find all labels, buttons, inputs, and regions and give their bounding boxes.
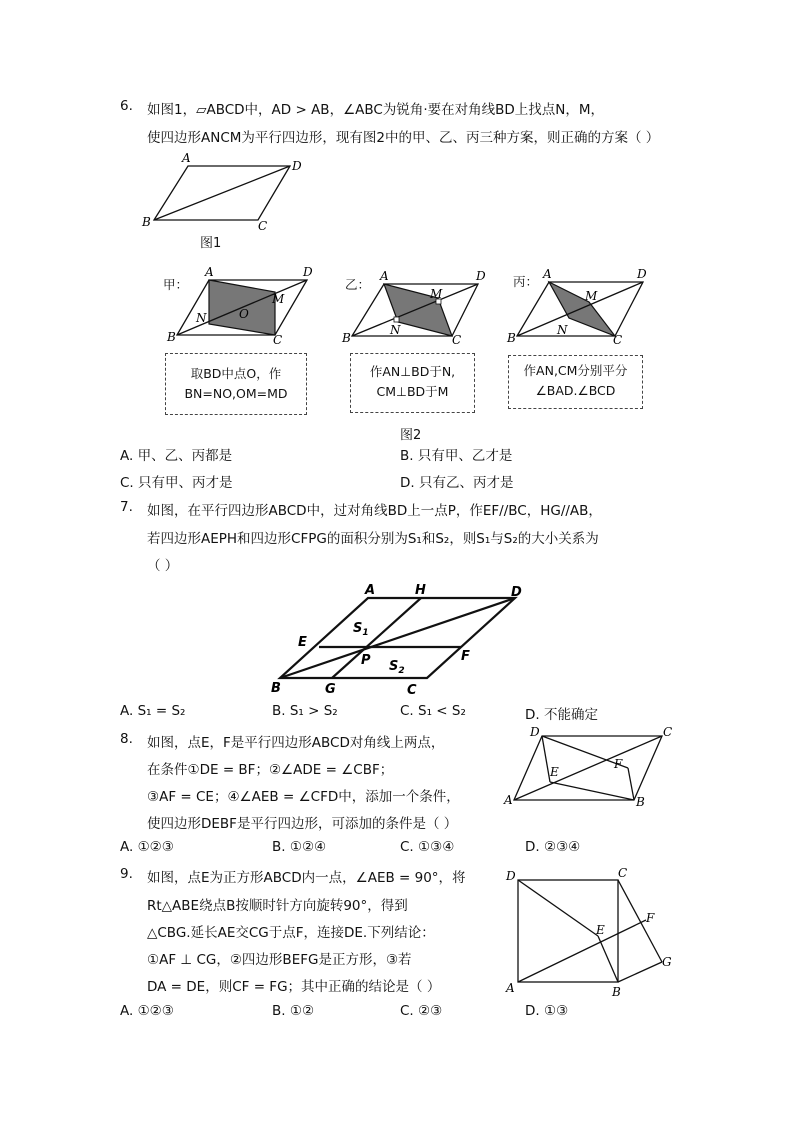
svg-text:B: B (167, 330, 176, 344)
svg-text:B: B (342, 331, 351, 345)
bing-box-line2: ∠BAD.∠BCD (535, 383, 616, 398)
svg-text:H: H (415, 583, 426, 598)
q7-line2: 若四边形AEPH和四边形CFPG的面积分别为S₁和S₂，则S₁与S₂的大小关系为 (147, 531, 599, 547)
q7-option-b[interactable]: B. S₁ > S₂ (272, 703, 338, 719)
q6-option-a[interactable]: A. 甲、乙、丙都是 (120, 448, 233, 464)
q9-number: 9. (120, 866, 133, 882)
q7-option-a[interactable]: A. S₁ = S₂ (120, 703, 186, 719)
q7-number: 7. (120, 499, 133, 515)
jia-box (165, 353, 307, 415)
q6-option-d[interactable]: D. 只有乙、丙才是 (400, 475, 514, 491)
q9-line3: △CBG.延长AE交CG于点F，连接DE.下列结论： (147, 925, 435, 941)
svg-text:D: D (637, 267, 647, 281)
q8-option-a[interactable]: A. ①②③ (120, 839, 174, 855)
jia-box-line1: 取BD中点O，作 (190, 366, 282, 381)
svg-text:F: F (614, 757, 623, 771)
q7-line3: （ ） (147, 558, 179, 574)
bing-box-line1: 作AN,CM分别平分 (523, 363, 628, 378)
svg-text:C: C (273, 333, 283, 346)
q9-option-b[interactable]: B. ①② (272, 1003, 315, 1019)
q8-line3: ③AF = CE；④∠AEB = ∠CFD中，添加一个条件， (147, 789, 460, 805)
fig1-caption: 图1 (200, 236, 222, 251)
q8-line2: 在条件①DE = BF；②∠ADE = ∠CBF； (147, 762, 394, 778)
svg-text:S2: $S_2$ (389, 659, 405, 676)
fig1-label-c: C (258, 219, 268, 233)
svg-text:M: M (430, 287, 443, 301)
q7-figure (265, 580, 535, 700)
q8-option-c[interactable]: C. ①③④ (400, 839, 455, 855)
q9-line5: DA = DE，则CF = FG；其中正确的结论是（ ） (147, 979, 441, 995)
q8-figure (500, 722, 680, 812)
svg-text:C: C (613, 333, 623, 346)
svg-text:S1: $S_1$ (353, 621, 369, 638)
svg-text:G: G (325, 682, 336, 697)
svg-text:A: A (205, 265, 214, 279)
q9-line1: 如图，点E为正方形ABCD内一点，∠AEB = 90°，将 (147, 870, 466, 886)
svg-text:M: M (272, 292, 285, 306)
svg-text:A: A (365, 583, 376, 598)
svg-text:C: C (407, 683, 417, 698)
q9-option-d[interactable]: D. ①③ (525, 1003, 569, 1019)
svg-text:C: C (663, 725, 673, 739)
q6-line2: 使四边形ANCM为平行四边形，现有图2中的甲、乙、丙三种方案，则正确的方案（ ） (147, 130, 660, 146)
q7-option-c[interactable]: C. S₁ < S₂ (400, 703, 466, 719)
fig1-label-d: D (292, 159, 302, 173)
q9-option-a[interactable]: A. ①②③ (120, 1003, 174, 1019)
svg-text:A: A (504, 793, 513, 807)
svg-text:D: D (511, 585, 522, 600)
svg-text:B: B (271, 681, 281, 696)
svg-text:B: B (507, 331, 516, 345)
svg-text:N: N (557, 323, 568, 337)
q8-option-b[interactable]: B. ①②④ (272, 839, 327, 855)
svg-text:C: C (618, 866, 628, 880)
fig1-label-a: A (182, 151, 191, 165)
jia-title: 甲： (163, 277, 189, 292)
svg-text:M: M (585, 289, 598, 303)
yi-box-line2: CM⊥BD于M (376, 384, 449, 399)
svg-text:P: P (361, 653, 371, 668)
svg-text:A: A (380, 269, 389, 283)
svg-text:G: G (662, 955, 672, 969)
q8-line1: 如图，点E，F是平行四边形ABCD对角线上两点， (147, 735, 445, 751)
bing-box (508, 355, 643, 409)
svg-text:O: O (239, 307, 249, 321)
svg-text:N: N (390, 323, 401, 337)
q9-line2: Rt△ABE绕点B按顺时针方向旋转90°，得到 (147, 898, 408, 914)
q6-option-b[interactable]: B. 只有甲、乙才是 (400, 448, 513, 464)
svg-text:F: F (461, 649, 470, 664)
q6-line1: 如图1，▱ABCD中，AD > AB，∠ABC为锐角·要在对角线BD上找点N，M， (147, 102, 605, 118)
q7-option-d[interactable]: D. 不能确定 (525, 707, 598, 723)
svg-text:F: F (646, 911, 655, 925)
svg-text:E: E (298, 635, 307, 650)
q8-line4: 使四边形DEBF是平行四边形，可添加的条件是（ ） (147, 816, 458, 832)
bing-title: 丙： (513, 274, 539, 289)
svg-text:B: B (636, 795, 645, 809)
q6-number: 6. (120, 98, 133, 114)
jia-box-line2: BN=NO,OM=MD (184, 386, 288, 401)
svg-text:B: B (612, 985, 621, 999)
svg-text:C: C (452, 333, 462, 346)
svg-text:D: D (476, 269, 486, 283)
svg-text:D: D (303, 265, 313, 279)
fig1-label-b: B (142, 215, 151, 229)
q8-option-d[interactable]: D. ②③④ (525, 839, 581, 855)
q7-line1: 如图，在平行四边形ABCD中，过对角线BD上一点P，作EF//BC，HG//AB， (147, 503, 602, 519)
svg-text:D: D (506, 869, 516, 883)
fig2-caption: 图2 (400, 428, 422, 443)
q9-figure (500, 864, 680, 1004)
svg-text:D: D (530, 725, 540, 739)
yi-figure (340, 262, 490, 346)
svg-text:A: A (543, 267, 552, 281)
yi-title: 乙： (345, 277, 371, 292)
yi-box-line1: 作AN⊥BD于N, (369, 364, 456, 379)
q9-option-c[interactable]: C. ②③ (400, 1003, 443, 1019)
svg-text:E: E (596, 923, 605, 937)
bing-figure (505, 262, 655, 346)
svg-text:A: A (506, 981, 515, 995)
svg-text:E: E (550, 765, 559, 779)
q9-line4: ①AF ⊥ CG，②四边形BEFG是正方形，③若 (147, 952, 412, 968)
yi-box (350, 353, 475, 413)
jia-figure (165, 262, 325, 346)
q8-number: 8. (120, 731, 133, 747)
svg-text:N: N (196, 311, 207, 325)
q6-option-c[interactable]: C. 只有甲、丙才是 (120, 475, 233, 491)
q6-figure1 (140, 150, 310, 250)
